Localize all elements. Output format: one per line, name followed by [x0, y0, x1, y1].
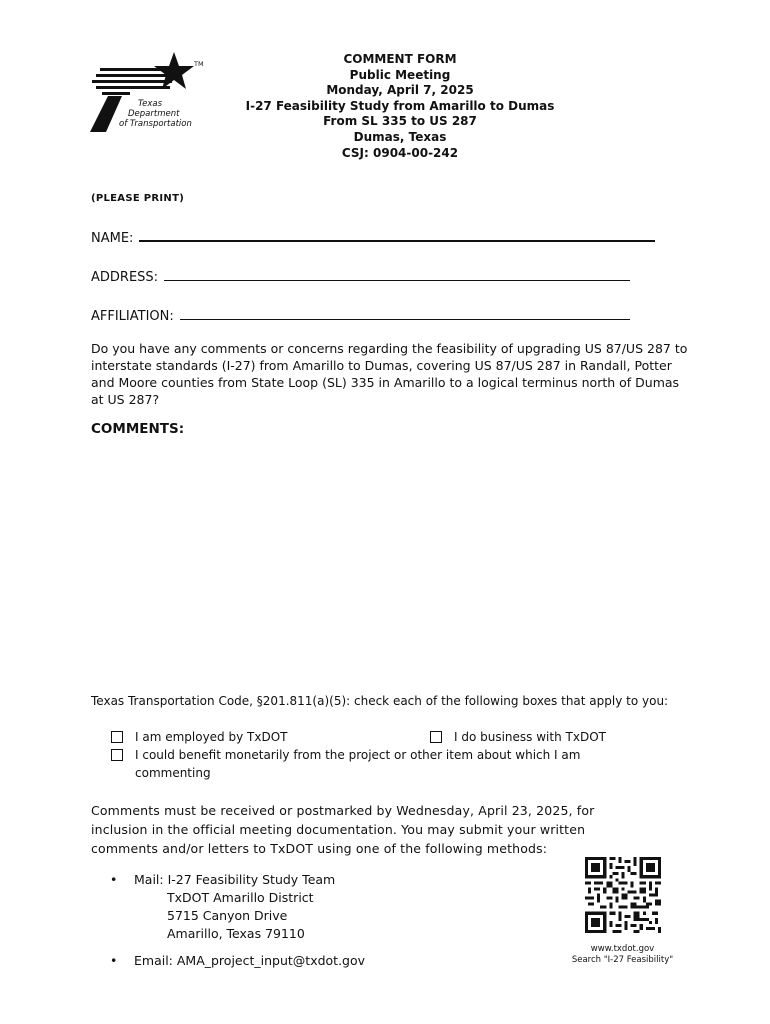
qr-caption-search: Search "I-27 Feasibility"	[571, 955, 674, 965]
mail-line4: Amarillo, Texas 79110	[167, 926, 305, 941]
affiliation-input-line[interactable]	[180, 307, 630, 320]
form-header	[200, 52, 600, 161]
comments-area[interactable]	[91, 445, 691, 680]
qr-caption	[555, 944, 690, 966]
address-label: ADDRESS:	[91, 270, 159, 285]
mail-line1: Mail: I-27 Feasibility Study Team	[134, 872, 336, 887]
form-title: COMMENT FORM	[343, 52, 457, 66]
name-input-line[interactable]	[139, 228, 655, 242]
submission-deadline: Comments must be received or postmarked by Wednesday, April 23, 2025, for inclusion in the official meeting documentation. You may submit your written comments and/or letters to TxDOT using one of the following methods:	[91, 803, 595, 856]
txdot-logo	[88, 50, 208, 136]
affiliation-label: AFFILIATION:	[91, 309, 174, 324]
checkbox-business[interactable]	[430, 728, 606, 746]
trademark: TM	[194, 60, 204, 68]
csj-number: CSJ: 0904-00-242	[341, 145, 459, 160]
logo-text-line3: of Transportation	[119, 119, 192, 129]
comments-label: COMMENTS:	[91, 421, 185, 437]
please-print-note: (PLEASE PRINT)	[91, 193, 185, 204]
checkbox-employed[interactable]	[111, 728, 287, 746]
study-limits: From SL 335 to US 287	[323, 114, 477, 129]
address-input-line[interactable]	[164, 268, 630, 281]
mail-method	[110, 871, 335, 943]
meeting-location: Dumas, Texas	[353, 129, 447, 144]
name-label: NAME:	[91, 231, 134, 246]
checkbox-benefit-label: I could benefit monetarily from the project or other item about which I am commenting	[135, 748, 581, 780]
comment-question: Do you have any comments or concerns regarding the feasibility of upgrading US 87/US 287 to interstate standards (I-27) from Amarillo to Dumas, covering US 87/US 287 in Randall, Potter and Moore counties from State Loop (SL) 335 in Amarillo to a logical terminus north of Dumas at US 287?	[91, 341, 688, 407]
transportation-code-text: Texas Transportation Code, §201.811(a)(5): check each of the following boxes that apply to you:	[91, 694, 669, 708]
qr-caption-url: www.txdot.gov	[590, 944, 655, 954]
logo-text-line1: Texas	[138, 99, 163, 109]
checkbox-square-icon[interactable]	[111, 731, 123, 743]
qr-code[interactable]	[585, 857, 661, 933]
email-address[interactable]: Email: AMA_project_input@txdot.gov	[134, 953, 366, 968]
checkbox-employed-label: I am employed by TxDOT	[135, 730, 288, 744]
email-method	[110, 952, 365, 970]
checkbox-business-label: I do business with TxDOT	[454, 730, 606, 744]
meeting-type: Public Meeting	[349, 67, 451, 82]
meeting-date: Monday, April 7, 2025	[326, 83, 474, 98]
checkbox-square-icon[interactable]	[111, 749, 123, 761]
qr-code-icon	[585, 857, 661, 933]
bullet-icon: •	[110, 953, 118, 968]
checkbox-square-icon[interactable]	[430, 731, 442, 743]
study-name: I-27 Feasibility Study from Amarillo to Dumas	[245, 98, 555, 113]
mail-line2: TxDOT Amarillo District	[167, 890, 314, 905]
checkbox-benefit[interactable]	[111, 746, 631, 782]
mail-line3: 5715 Canyon Drive	[167, 908, 288, 923]
bullet-icon: •	[110, 872, 118, 887]
address-field[interactable]	[91, 268, 630, 286]
logo-text-line2: Department	[128, 109, 180, 119]
affiliation-field[interactable]	[91, 307, 630, 325]
name-field[interactable]	[91, 228, 655, 247]
